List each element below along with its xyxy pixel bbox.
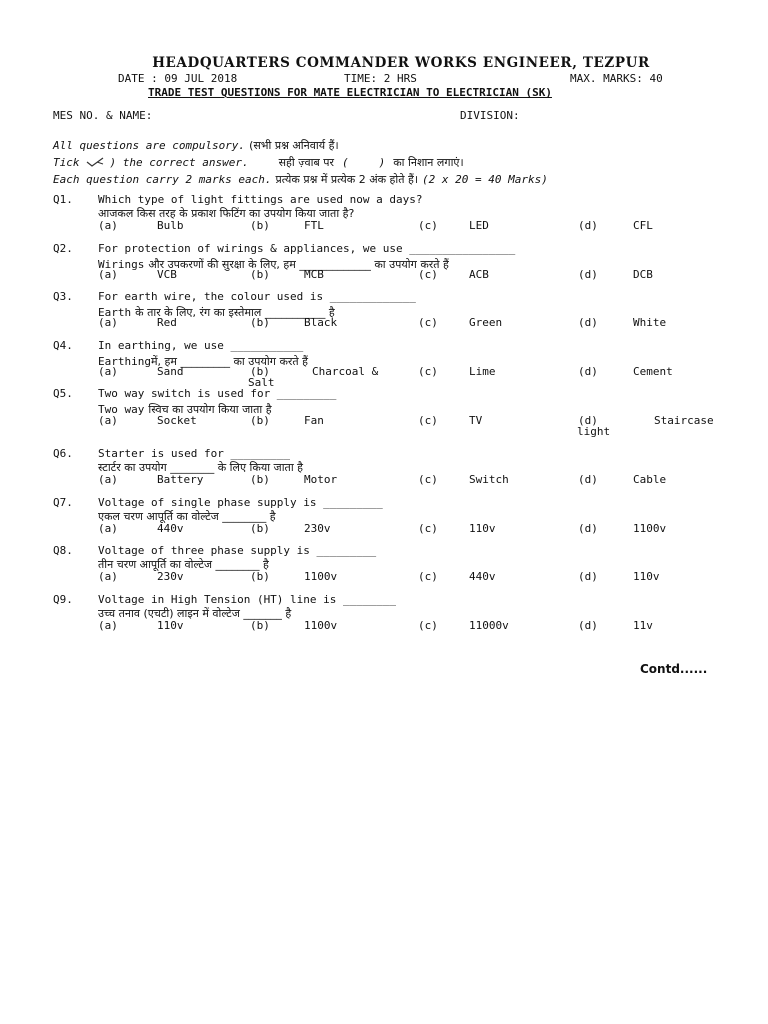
instruction-compulsory: All questions are compulsory. bbox=[53, 139, 246, 152]
option-label-a: (a) bbox=[98, 268, 118, 281]
option-a[interactable]: VCB bbox=[157, 268, 177, 281]
question-text-hindi: एकल चरण आपूर्ति का वोल्टेज ________ है bbox=[98, 510, 276, 523]
option-label-c: (c) bbox=[418, 473, 438, 486]
option-label-d: (d) bbox=[578, 473, 598, 486]
instruction-tick: Tick bbox=[53, 156, 80, 169]
option-c[interactable]: Lime bbox=[469, 365, 496, 378]
option-label-c: (c) bbox=[418, 316, 438, 329]
division-label: DIVISION: bbox=[460, 109, 520, 122]
max-marks: MAX. MARKS: 40 bbox=[570, 72, 663, 85]
option-d[interactable]: White bbox=[633, 316, 667, 329]
option-d[interactable]: 1100v bbox=[633, 522, 667, 535]
option-label-c: (c) bbox=[418, 619, 438, 632]
option-label-d: (d) bbox=[578, 522, 598, 535]
option-label-b: (b) bbox=[250, 365, 270, 378]
option-c[interactable]: Switch bbox=[469, 473, 509, 486]
option-b[interactable]: 1100v bbox=[304, 619, 338, 632]
option-label-b: (b) bbox=[250, 522, 270, 535]
exam-subtitle: TRADE TEST QUESTIONS FOR MATE ELECTRICIAN TO ELECTRICIAN (SK) bbox=[148, 86, 552, 99]
question-text-prefix: Earthing bbox=[98, 355, 151, 368]
option-a[interactable]: 230v bbox=[157, 570, 184, 583]
option-label-b: (b) bbox=[250, 619, 270, 632]
question-number: Q4. bbox=[53, 339, 73, 352]
option-a[interactable]: Red bbox=[157, 316, 177, 329]
instruction-paren-open: ( bbox=[341, 156, 349, 169]
question-text-hindi: तीन चरण आपूर्ति का वोल्टेज ________ है bbox=[98, 558, 269, 571]
instruction-correct-answer: ) the correct answer. bbox=[109, 156, 249, 169]
question-number: Q6. bbox=[53, 447, 73, 460]
option-d[interactable]: Cement bbox=[633, 365, 673, 378]
option-a[interactable]: Sand bbox=[157, 365, 184, 378]
option-label-a: (a) bbox=[98, 316, 118, 329]
option-d[interactable]: 11v bbox=[633, 619, 653, 632]
question-number: Q1. bbox=[53, 193, 73, 206]
option-label-c: (c) bbox=[418, 268, 438, 281]
question-text-hindi: आजकल किस तरह के प्रकाश फिटिंग का उपयोग किया जाता है? bbox=[98, 207, 355, 220]
instruction-line-2 bbox=[53, 153, 464, 171]
option-c[interactable]: ACB bbox=[469, 268, 489, 281]
option-c[interactable]: 440v bbox=[469, 570, 496, 583]
option-b[interactable]: Motor bbox=[304, 473, 338, 486]
option-label-b: (b) bbox=[250, 414, 270, 427]
question-text: For earth wire, the colour used is _____________ bbox=[98, 290, 416, 303]
question-text-hindi-line bbox=[98, 303, 335, 321]
option-label-a: (a) bbox=[98, 522, 118, 535]
question-text-hindi-line bbox=[98, 255, 449, 273]
option-label-a: (a) bbox=[98, 619, 118, 632]
option-a[interactable]: 110v bbox=[157, 619, 184, 632]
option-b[interactable]: Charcoal & bbox=[312, 365, 379, 378]
option-label-a: (a) bbox=[98, 219, 118, 232]
question-text: Voltage in High Tension (HT) line is ________ bbox=[98, 593, 397, 606]
instruction-marks: Each question carry 2 marks each. bbox=[53, 173, 272, 186]
instruction-mark-hindi: का निशान लगाएं। bbox=[393, 156, 464, 169]
option-label-c: (c) bbox=[418, 414, 438, 427]
instruction-paren-close: ) bbox=[378, 156, 386, 169]
instruction-line-3 bbox=[53, 170, 548, 188]
question-number: Q5. bbox=[53, 387, 73, 400]
question-text-hindi: स्विच का उपयोग किया जाता है bbox=[148, 403, 272, 416]
question-text: For protection of wirings & appliances, we use ________________ bbox=[98, 242, 516, 255]
option-a[interactable]: 440v bbox=[157, 522, 184, 535]
instruction-compulsory-hindi: (सभी प्रश्न अनिवार्य हैं। bbox=[249, 139, 339, 152]
option-c[interactable]: 11000v bbox=[469, 619, 509, 632]
option-b[interactable]: Black bbox=[304, 316, 338, 329]
option-b[interactable]: MCB bbox=[304, 268, 324, 281]
mes-no-label: MES NO. & NAME: bbox=[53, 109, 153, 122]
option-label-c: (c) bbox=[418, 219, 438, 232]
option-d[interactable]: Staircase bbox=[654, 414, 714, 427]
question-text: Starter is used for _________ bbox=[98, 447, 291, 460]
question-number: Q8. bbox=[53, 544, 73, 557]
question-text: Voltage of single phase supply is _________ bbox=[98, 496, 383, 509]
question-text: In earthing, we use ___________ bbox=[98, 339, 304, 352]
option-c[interactable]: TV bbox=[469, 414, 483, 427]
option-a[interactable]: Battery bbox=[157, 473, 204, 486]
option-label-d: (d) bbox=[578, 414, 598, 427]
instruction-tick-hindi: सही ज़्वाब पर bbox=[278, 156, 334, 169]
option-label-b: (b) bbox=[250, 570, 270, 583]
option-c[interactable]: Green bbox=[469, 316, 503, 329]
question-number: Q7. bbox=[53, 496, 73, 509]
question-number: Q2. bbox=[53, 242, 73, 255]
question-text-hindi: के तार के लिए, रंग का इस्तेमाल ___________ है bbox=[135, 306, 335, 319]
option-d-continued: light bbox=[577, 425, 611, 438]
option-label-d: (d) bbox=[578, 268, 598, 281]
option-label-c: (c) bbox=[418, 365, 438, 378]
option-d[interactable]: CFL bbox=[633, 219, 653, 232]
question-text-hindi: में, हम _________ का उपयोग करते हैं bbox=[150, 355, 309, 368]
instruction-marks-hindi: प्रत्येक प्रश्न में प्रत्येक 2 अंक होते हैं। bbox=[275, 173, 419, 186]
option-label-a: (a) bbox=[98, 570, 118, 583]
question-text-hindi-line bbox=[98, 352, 308, 370]
exam-time: TIME: 2 HRS bbox=[344, 72, 417, 85]
option-label-a: (a) bbox=[98, 414, 118, 427]
question-text: Voltage of three phase supply is _________ bbox=[98, 544, 377, 557]
option-label-d: (d) bbox=[578, 619, 598, 632]
option-label-d: (d) bbox=[578, 316, 598, 329]
option-label-a: (a) bbox=[98, 365, 118, 378]
continued-label: Contd...... bbox=[640, 662, 708, 676]
option-label-b: (b) bbox=[250, 473, 270, 486]
exam-date: DATE : 09 JUL 2018 bbox=[118, 72, 238, 85]
option-c[interactable]: LED bbox=[469, 219, 489, 232]
question-text: Which type of light fittings are used now a days? bbox=[98, 193, 423, 206]
option-label-b: (b) bbox=[250, 268, 270, 281]
instruction-total-marks: (2 x 20 = 40 Marks) bbox=[422, 173, 548, 186]
question-text-prefix: Earth bbox=[98, 306, 132, 319]
question-text-hindi: और उपकरणों की सुरक्षा के लिए, हम _____________ का उपयोग करते हैं bbox=[148, 258, 449, 271]
question-number: Q9. bbox=[53, 593, 73, 606]
question-text-hindi: स्टार्टर का उपयोग ________ के लिए किया जाता है bbox=[98, 461, 304, 474]
question-text-hindi: उच्च तनाव (एचटी) लाइन में वोल्टेज _______ है bbox=[98, 607, 292, 620]
option-label-c: (c) bbox=[418, 570, 438, 583]
option-label-b: (b) bbox=[250, 316, 270, 329]
option-a[interactable]: Bulb bbox=[157, 219, 184, 232]
option-label-d: (d) bbox=[578, 365, 598, 378]
option-b-continued: Salt bbox=[248, 376, 275, 389]
option-label-d: (d) bbox=[578, 219, 598, 232]
question-number: Q3. bbox=[53, 290, 73, 303]
option-b[interactable]: 1100v bbox=[304, 570, 338, 583]
option-a[interactable]: Socket bbox=[157, 414, 197, 427]
option-label-a: (a) bbox=[98, 473, 118, 486]
option-d[interactable]: Cable bbox=[633, 473, 667, 486]
option-b[interactable]: FTL bbox=[304, 219, 324, 232]
option-b[interactable]: 230v bbox=[304, 522, 331, 535]
tick-mark-icon bbox=[84, 156, 106, 168]
question-text-prefix: Two way bbox=[98, 403, 145, 416]
instruction-line-1 bbox=[53, 136, 339, 154]
option-label-d: (d) bbox=[578, 570, 598, 583]
option-d[interactable]: DCB bbox=[633, 268, 653, 281]
option-b[interactable]: Fan bbox=[304, 414, 324, 427]
page-title: HEADQUARTERS COMMANDER WORKS ENGINEER, TEZPUR bbox=[152, 55, 650, 71]
option-c[interactable]: 110v bbox=[469, 522, 496, 535]
option-label-b: (b) bbox=[250, 219, 270, 232]
option-label-c: (c) bbox=[418, 522, 438, 535]
question-text: Two way switch is used for _________ bbox=[98, 387, 337, 400]
question-text-prefix: Wirings bbox=[98, 258, 145, 271]
option-d[interactable]: 110v bbox=[633, 570, 660, 583]
